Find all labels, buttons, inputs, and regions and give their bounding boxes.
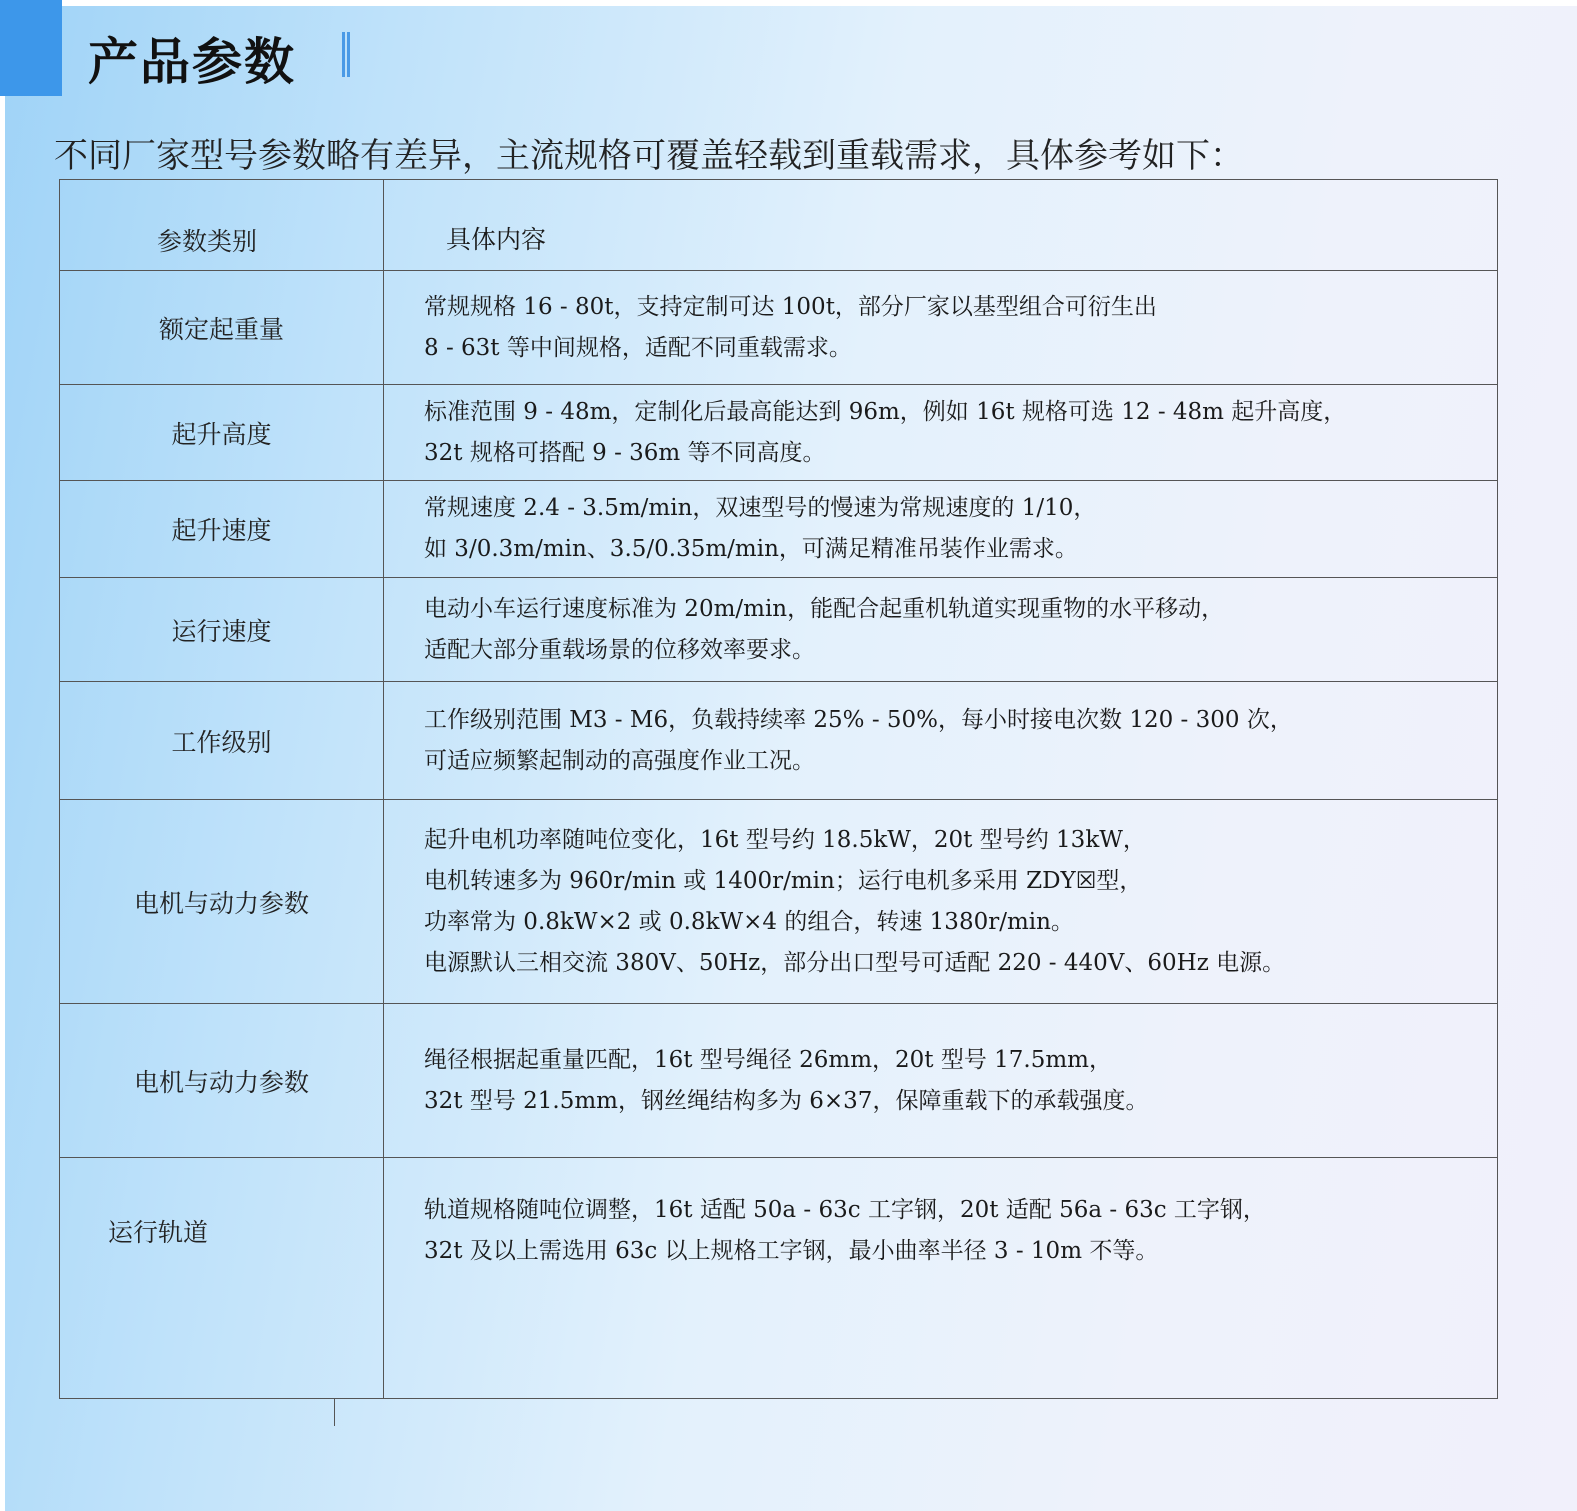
row-category: 起升速度 bbox=[60, 481, 384, 578]
row-category: 电机与动力参数 bbox=[60, 800, 384, 1004]
content-line: 如 3/0.3m/min、3.5/0.35m/min，可满足精准吊装作业需求。 bbox=[424, 536, 1078, 562]
content-line: 轨道规格随吨位调整，16t 适配 50a - 63c 工字钢，20t 适配 56a - 63c 工字钢， bbox=[424, 1197, 1266, 1223]
content-line: 功率常为 0.8kW×2 或 0.8kW×4 的组合，转速 1380r/min。 bbox=[424, 908, 1074, 935]
row-content bbox=[384, 481, 1498, 578]
row-content bbox=[384, 1004, 1498, 1158]
content-line: 32t 规格可搭配 9 - 36m 等不同高度。 bbox=[424, 439, 826, 466]
table-row bbox=[60, 1158, 1498, 1399]
table-row bbox=[60, 481, 1498, 578]
content-line: 常规规格 16 - 80t，支持定制可达 100t，部分厂家以基型组合可衍生出 bbox=[424, 293, 1157, 320]
content-line: 32t 及以上需选用 63c 以上规格工字钢，最小曲率半径 3 - 10m 不等。 bbox=[424, 1238, 1159, 1264]
row-content bbox=[384, 385, 1498, 481]
row-category: 工作级别 bbox=[60, 682, 384, 800]
row-content bbox=[384, 800, 1498, 1004]
content-line: 适配大部分重载场景的位移效率要求。 bbox=[424, 636, 815, 663]
row-content bbox=[384, 1158, 1498, 1399]
table-row bbox=[60, 1004, 1498, 1158]
content-line: 绳径根据起重量匹配，16t 型号绳径 26mm，20t 型号 17.5mm， bbox=[424, 1046, 1112, 1073]
page-title: 产品参数 bbox=[88, 33, 296, 91]
content-line: 32t 型号 21.5mm，钢丝绳结构多为 6×37，保障重载下的承载强度。 bbox=[424, 1087, 1149, 1114]
row-category: 起升高度 bbox=[60, 385, 384, 481]
left-border bbox=[0, 0, 5, 1511]
table-row bbox=[60, 385, 1498, 481]
content-line: 常规速度 2.4 - 3.5m/min，双速型号的慢速为常规速度的 1/10， bbox=[424, 495, 1097, 521]
table-header-row bbox=[60, 180, 1498, 271]
column-divider-tail bbox=[334, 1398, 335, 1426]
content-line: 可适应频繁起制动的高强度作业工况。 bbox=[424, 747, 815, 774]
title-double-bar-decoration bbox=[342, 32, 350, 77]
row-content bbox=[384, 682, 1498, 800]
row-category: 电机与动力参数 bbox=[60, 1004, 384, 1158]
header-content: 具体内容 bbox=[384, 180, 1498, 271]
content-line: 起升电机功率随吨位变化，16t 型号约 18.5kW，20t 型号约 13kW， bbox=[424, 826, 1146, 853]
top-border bbox=[0, 0, 1577, 6]
corner-accent-block bbox=[0, 0, 62, 96]
row-content bbox=[384, 578, 1498, 682]
intro-text: 不同厂家型号参数略有差异，主流规格可覆盖轻载到重载需求，具体参考如下： bbox=[54, 136, 1244, 176]
content-line: 电机转速多为 960r/min 或 1400r/min；运行电机多采用 ZDY☒型， bbox=[424, 867, 1143, 894]
table-row bbox=[60, 800, 1498, 1004]
table-row bbox=[60, 682, 1498, 800]
row-category: 运行轨道 bbox=[60, 1158, 384, 1399]
parameter-table bbox=[59, 179, 1498, 1399]
content-line: 电动小车运行速度标准为 20m/min，能配合起重机轨道实现重物的水平移动， bbox=[424, 595, 1225, 622]
table-row bbox=[60, 271, 1498, 385]
content-line: 标准范围 9 - 48m，定制化后最高能达到 96m，例如 16t 规格可选 12 - 48m 起升高度， bbox=[424, 398, 1347, 425]
row-category: 运行速度 bbox=[60, 578, 384, 682]
row-content bbox=[384, 271, 1498, 385]
content-line: 工作级别范围 M3 - M6，负载持续率 25% - 50%，每小时接电次数 120 - 300 次， bbox=[424, 706, 1293, 733]
content-line: 8 - 63t 等中间规格，适配不同重载需求。 bbox=[424, 334, 852, 361]
content-line: 电源默认三相交流 380V、50Hz，部分出口型号可适配 220 - 440V、60Hz 电源。 bbox=[424, 949, 1286, 976]
table-row bbox=[60, 578, 1498, 682]
header-category: 参数类别 bbox=[60, 180, 384, 271]
row-category: 额定起重量 bbox=[60, 271, 384, 385]
